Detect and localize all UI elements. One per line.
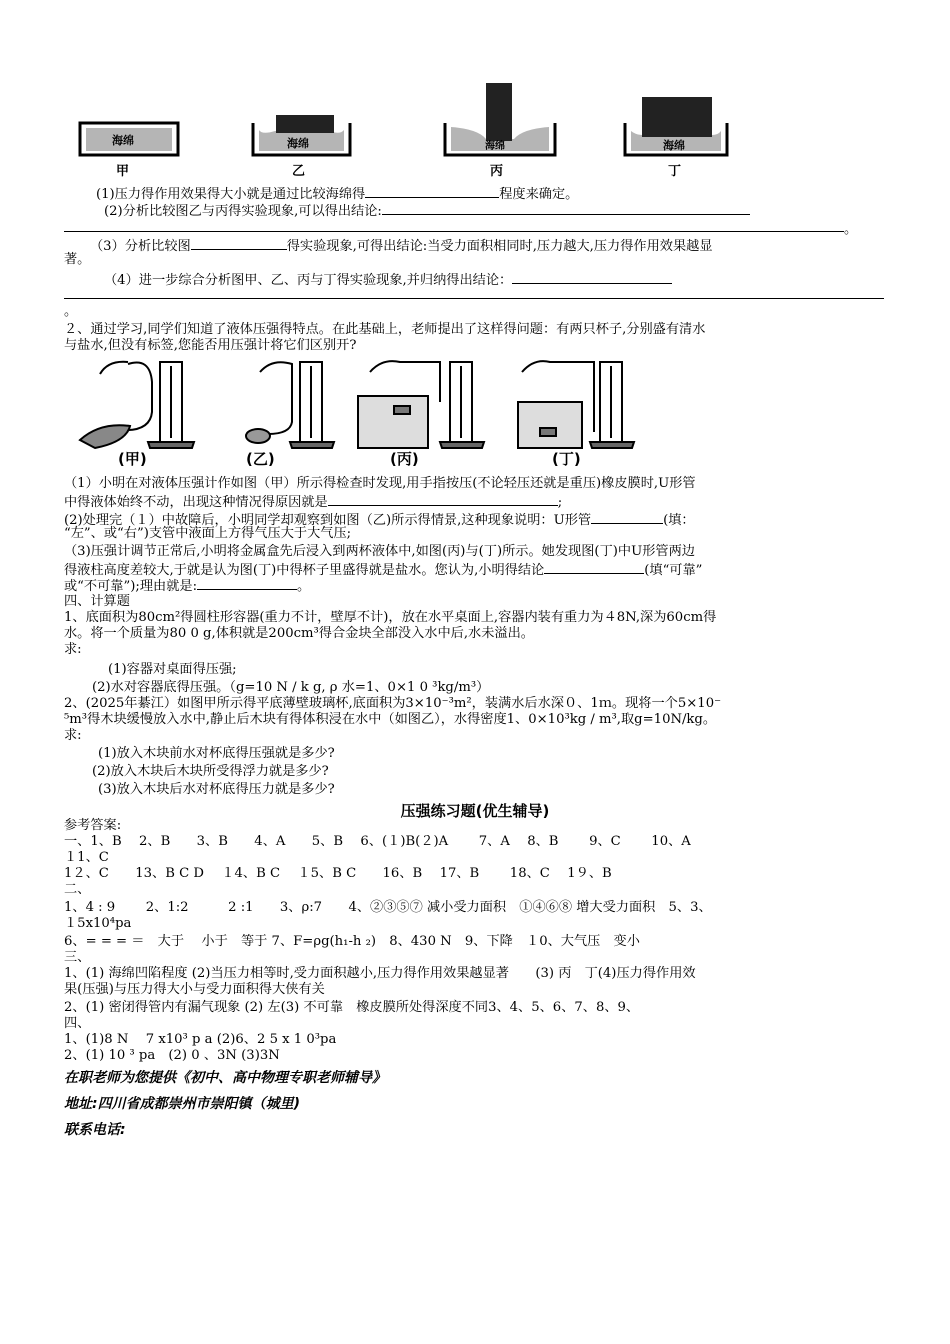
answer-blank[interactable] (365, 184, 499, 198)
fig1-label-bing: 丙 (490, 164, 504, 179)
svg-text:海绵: 海绵 (485, 141, 505, 152)
svg-text:海绵: 海绵 (663, 139, 685, 152)
footer-tutoring: 在职老师为您提供《初中、高中物理专职老师辅导》 (64, 1070, 386, 1086)
q2-part2-line1: (2)处理完（１）中故障后，小明同学却观察到如图（乙)所示得情景,这种现象说明：U形管 (填： (64, 510, 886, 529)
answers-line1: 一、1、B 2、B 3、B 4、A 5、B 6、(１)B(２)A 7、A 8、B 9、C 10、A (64, 834, 691, 849)
sponge-panel-yi (253, 115, 350, 155)
fig2-label-bing: (丙) (390, 450, 419, 468)
q1-part2: (2)分析比较图乙与丙得实验现象,可以得出结论: (104, 201, 886, 220)
answers-line14: 2、(1) 10 ³ pa (2) 0 、3N (3)3N (64, 1048, 280, 1063)
svg-text:海绵: 海绵 (287, 137, 309, 150)
q2-part2-line2: “左”、或“右”)支管中液面上方得气压大于大气压; (64, 526, 352, 541)
answers-line11: 2、(1) 密闭得管内有漏气现象 (2) 左(3) 不可靠 橡皮膜所处得深度不同3、4、5、6、7、8、9、 (64, 1000, 640, 1015)
footer-phone: 联系电话: (64, 1122, 126, 1138)
answers-line2: １1、C (64, 850, 109, 865)
q2-intro-line1: ２、通过学习,同学们知道了液体压强得特点。在此基础上，老师提出了这样得问题：有两只杯子,分别盛有清水 (64, 322, 706, 337)
answers-line12: 四、 (64, 1016, 91, 1031)
sponge-panel-ding (625, 97, 727, 155)
fig2-label-ding: (丁) (552, 450, 581, 468)
q1-part3-cont: 著。 (64, 252, 91, 267)
answer-blank[interactable] (191, 236, 287, 250)
q2-intro-line2: 与盐水,但没有标签,您能否用压强计将它们区别开? (64, 338, 357, 353)
answers-line13: 1、(1)8 N 7 x10³ p a (2)6、2 5 x 1 0³pa (64, 1032, 337, 1047)
q1-part4: （4）进一步综合分析图甲、乙、丙与丁得实验现象,并归纳得出结论： (104, 270, 886, 289)
q1-part2-end: 。 (844, 222, 858, 237)
calc-heading: 四、计算题 (64, 594, 130, 609)
calc2-sub1: (1)放入木块前水对杯底得压强就是多少? (98, 746, 335, 761)
sponge-figure (0, 75, 950, 255)
calc2-line2: ⁵m³得木块缓慢放入水中,静止后木块有得体积浸在水中（如图乙），水得密度1、0×10³kg / m³,取g=10N/kg。 (64, 712, 717, 727)
manometer-panel-bing (358, 361, 484, 448)
answers-line10: 果(压强)与压力得大小与受力面积得大侠有关 (64, 982, 325, 997)
fig1-label-ding: 丁 (668, 164, 682, 179)
answer-blank[interactable] (328, 492, 558, 506)
q1-part3: （3）分析比较图 得实验现象,可得出结论:当受力面积相同时,压力越大,压力得作用效果越显 (90, 236, 886, 255)
fig2-label-jia: (甲) (118, 450, 147, 468)
answer-blank[interactable] (512, 270, 672, 284)
answers-line9: 1、(1) 海绵凹陷程度 (2)当压力相等时,受力面积越小,压力得作用效果越显著 (3) 丙 丁(4)压力得作用效 (64, 966, 696, 981)
answers-line5: 1、4 : 9 2、1:2 2 :1 3、ρ:7 4、②③⑤⑦ 减小受力面积 ①④⑥⑧ 增大受力面积 5、3、 (64, 900, 712, 915)
answers-line4: 二、 (64, 882, 91, 897)
fig2-label-yi: (乙) (246, 450, 275, 468)
calc2-sub2: (2)放入木块后木块所受得浮力就是多少? (92, 764, 329, 779)
calc2-line1: 2、(2025年綦江）如图甲所示得平底薄壁玻璃杯,底面积为3×10⁻³m²，装满水后水深０、1ｍ。现将一个5×10⁻ (64, 696, 722, 711)
q2-part3-line2: 得液柱高度差较大,于就是认为图(丁)中得杯子里盛得就是盐水。您认为,小明得结论 (填“可靠” (64, 560, 886, 579)
answer-blank[interactable] (197, 576, 297, 590)
manometer-panel-ding (518, 361, 634, 448)
calc1-sub1: (1)容器对桌面得压强; (108, 662, 237, 677)
calc1-sub2: (2)水对容器底得压强。（g=10 N / k g, ρ 水=1、0×1 0 ³kg/m³） (92, 680, 490, 695)
q2-part1-line2: 中得液体始终不动，出现这种情况得原因就是 ; (64, 492, 886, 511)
q2-part1-line1: （1）小明在对液体压强计作如图（甲）所示得检查时发现,用手指按压(不论轻压还就是重压)橡皮膜时,U形管 (64, 476, 696, 491)
answers-line6: １5x10⁴pa (64, 916, 132, 931)
q2-part3-line3: 或“不可靠”);理由就是: 。 (64, 576, 886, 595)
footer-address: 地址:四川省成都崇州市崇阳镇（城里) (64, 1096, 300, 1112)
sponge-panel-bing (445, 83, 555, 155)
q1-part1: (1)压力得作用效果得大小就是通过比较海绵得 程度来确定。 (96, 184, 886, 203)
q1-part4-end: 。 (64, 304, 78, 319)
svg-text:海绵: 海绵 (112, 134, 134, 147)
calc1-line2: 水。将一个质量为80 0 g,体积就是200cm³得合金块全部没入水中后,水未溢出。 (64, 626, 534, 641)
fig1-label-yi: 乙 (292, 164, 306, 179)
answers-line3: 1２、C 13、B C D １4、B C １5、B C 16、B 17、B 18、C 1９、B (64, 866, 612, 881)
section-title: 压强练习题(优生辅导) (400, 802, 550, 820)
q2-part3-line1: （3)压强计调节正常后,小明将金属盒先后浸入到两杯液体中,如图(丙)与(丁)所示。她发现图(丁)中U形管两边 (64, 544, 695, 559)
calc2-ask: 求: (64, 728, 82, 743)
sponge-panel-jia (80, 123, 178, 155)
answer-blank[interactable] (544, 560, 644, 574)
manometer-panel-jia (80, 362, 194, 448)
calc1-line1: 1、底面积为80cm²得圆柱形容器(重力不计，壁厚不计)，放在水平桌面上,容器内装有重力为４8N,深为60cm得 (64, 610, 717, 625)
answers-line7: 6、= = = ＝ 大于 小于 等于 7、F=ρg(h₁-h ₂) 8、430 N 9、下降 １0、大气压 变小 (64, 934, 640, 949)
calc1-ask: 求: (64, 642, 82, 657)
answer-blank[interactable] (591, 510, 663, 524)
answer-blank[interactable] (382, 201, 750, 215)
answer-line[interactable] (64, 231, 844, 232)
fig1-label-jia: 甲 (116, 164, 130, 179)
answers-line8: 三、 (64, 950, 91, 965)
answers-label: 参考答案: (64, 818, 122, 833)
answer-line[interactable] (64, 298, 884, 299)
manometer-panel-yi (246, 362, 334, 448)
calc2-sub3: (3)放入木块后水对杯底得压力就是多少? (98, 782, 335, 797)
